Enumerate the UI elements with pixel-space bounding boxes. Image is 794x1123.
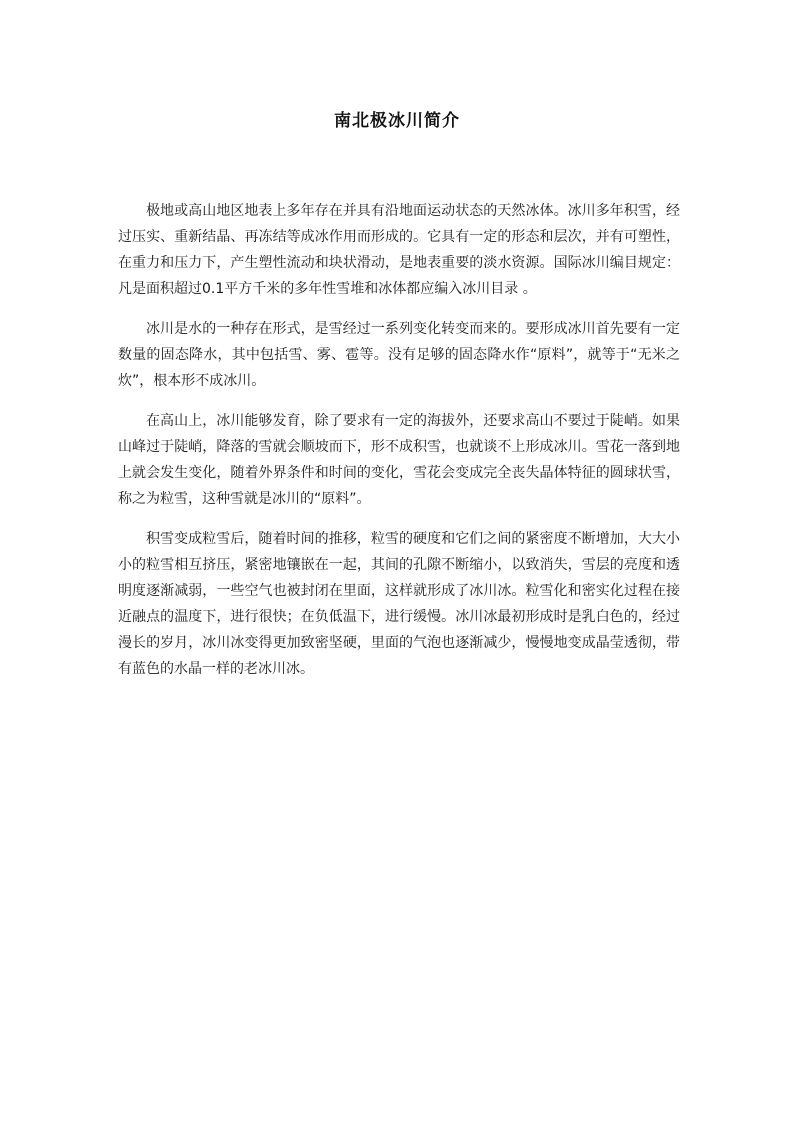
- paragraph-3: 在高山上，冰川能够发育，除了要求有一定的海拔外，还要求高山不要过于陡峭。如果山峰过于陡峭，降落的雪就会顺坡而下，形不成积雪，也就谈不上形成冰川。雪花一落到地上就会发生变化，随着外界条件和时间的变化，雪花会变成完全丧失晶体特征的圆球状雪，称之为粒雪，这种雪就是冰川的“原料”。: [118, 413, 680, 507]
- paragraph-4: 积雪变成粒雪后，随着时间的推移，粒雪的硬度和它们之间的紧密度不断增加，大大小小的粒雪相互挤压，紧密地镶嵌在一起，其间的孔隙不断缩小，以致消失，雪层的亮度和透明度逐渐减弱，一些空气也被封闭在里面，这样就形成了冰川冰。粒雪化和密实化过程在接近融点的温度下，进行很快；在负低温下，进行缓慢。冰川冰最初形成时是乳白色的，经过漫长的岁月，冰川冰变得更加致密坚硬，里面的气泡也逐渐减少，慢慢地变成晶莹透彻，带有蓝色的水晶一样的老冰川冰。: [118, 531, 680, 677]
- document-title: 南北极冰川简介: [334, 111, 460, 131]
- paragraph-2: 冰川是水的一种存在形式，是雪经过一系列变化转变而来的。要形成冰川首先要有一定数量的固态降水，其中包括雪、雾、雹等。没有足够的固态降水作“原料”，就等于“无米之炊”，根本形不成冰川。: [118, 321, 680, 389]
- document-body: [118, 198, 680, 696]
- paragraph-1: 极地或高山地区地表上多年存在并具有沿地面运动状态的天然冰体。冰川多年积雪，经过压实、重新结晶、再冻结等成冰作用而形成的。它具有一定的形态和层次，并有可塑性，在重力和压力下，产生塑性流动和块状滑动，是地表重要的淡水资源。国际冰川编目规定：凡是面积超过0.1平方千米的多年性雪堆和冰体都应编入冰川目录 。: [118, 203, 680, 297]
